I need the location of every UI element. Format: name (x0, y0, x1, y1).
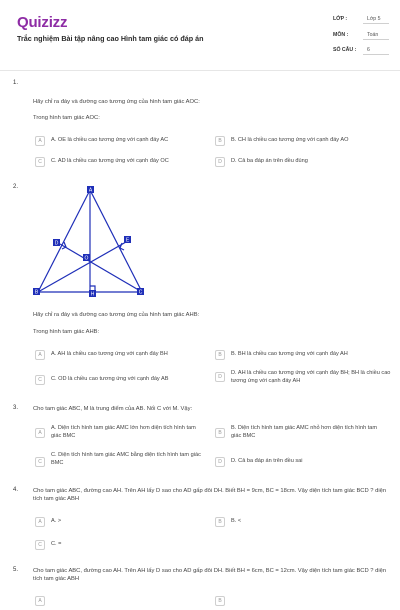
header-divider (0, 70, 400, 71)
point-h-label: H (90, 291, 95, 298)
question-text: Hãy chỉ ra đáy và đường cao tương ứng của hình tam giác AHB: (33, 312, 200, 318)
option-text: D. Cả ba đáp án trên đều đúng (231, 158, 308, 164)
option-text: A. Diện tích hình tam giác AMC lớn hơn diện tích hình tam giác BMC (51, 425, 196, 439)
question-text: Cho tam giác ABC, M là trung điểm của AB. Nối C với M. Vậy: (33, 406, 193, 412)
option-letter: B (215, 596, 225, 606)
option-text: B. Diện tích hình tam giác AMC nhỏ hơn diện tích hình tam giác BMC (231, 425, 378, 439)
option-letter: A (35, 136, 45, 146)
triangle-figure (30, 186, 150, 302)
option-text: A. AH là chiều cao tương ứng với cạnh đáy BH (51, 351, 168, 357)
option-text: B. < (231, 518, 242, 524)
meta-subject-value: Toán (367, 32, 379, 38)
question-number: 5. (13, 567, 19, 573)
option-text: C. OD là chiều cao tương ứng với cạnh đáy AB (51, 376, 169, 382)
question-subtext: Trong hình tam giác AOC: (33, 115, 100, 121)
point-d-label: D (54, 240, 59, 247)
question-number: 2. (13, 184, 19, 190)
question-text: Hãy chỉ ra đáy và đường cao tương ứng của hình tam giác AOC: (33, 99, 200, 105)
meta-subject-underline (363, 39, 389, 40)
worksheet-header (0, 0, 400, 72)
option-letter: D (215, 457, 225, 467)
point-c-label: C (138, 289, 143, 296)
question-number: 3. (13, 405, 19, 411)
meta-count-underline (363, 54, 389, 55)
point-a-label: A (88, 187, 93, 194)
meta-count-label: SỐ CÂU : (333, 47, 357, 53)
option-letter: A (35, 350, 45, 360)
question-number: 4. (13, 487, 19, 493)
meta-grade-label: LỚP : (333, 16, 348, 22)
option-letter: B (215, 517, 225, 527)
question-text: Cho tam giác ABC, đường cao AH. Trên AH lấy D sao cho AD gấp đôi DH. Biết BH = 9cm, BC = 18cm. Vậy diện tích tam giác BCD ? diện tích tam giác ABH (33, 488, 387, 502)
meta-grade-underline (363, 23, 389, 24)
option-letter: B (215, 428, 225, 438)
point-b-label: B (34, 289, 39, 296)
meta-count-value: 6 (367, 47, 370, 53)
option-letter: C (35, 457, 45, 467)
option-letter: C (35, 375, 45, 385)
option-text: D. AH là chiều cao tương ứng với cạnh đáy BH; BH là chiều cao tương ứng với cạnh đáy AH (231, 370, 391, 384)
option-letter: A (35, 517, 45, 527)
point-e-label: E (125, 237, 130, 244)
option-text: A. OE là chiều cao tương ứng với cạnh đáy AC (51, 137, 169, 143)
question-text: Cho tam giác ABC, đường cao AH. Trên AH lấy D sao cho AD gấp đôi DH. Biết BH = 6cm, BC = 12cm. Vậy diện tích tam giác BCD ? diện tích tam giác ABH (33, 568, 387, 582)
option-text: D. Cả ba đáp án trên đều sai (231, 458, 303, 464)
option-text: B. BH là chiều cao tương ứng với cạnh đáy AH (231, 351, 348, 357)
option-letter: C (35, 540, 45, 550)
option-text: A. > (51, 518, 62, 524)
question-number: 1. (13, 80, 19, 86)
question-subtext: Trong hình tam giác AHB: (33, 329, 100, 335)
option-text: C. Diện tích hình tam giác AMC bằng diện tích hình tam giác BMC (51, 452, 201, 466)
meta-grade-value: Lớp 5 (367, 16, 381, 22)
option-text: C. AD là chiều cao tương ứng với cạnh đáy OC (51, 158, 169, 164)
option-letter: A (35, 428, 45, 438)
quizizz-logo[interactable]: Quizizz (17, 14, 68, 31)
point-o-label: O (84, 255, 89, 262)
option-letter: B (215, 350, 225, 360)
option-letter: D (215, 157, 225, 167)
option-letter: D (215, 372, 225, 382)
worksheet-title: Trắc nghiệm Bài tập nâng cao Hình tam giác có đáp án (17, 34, 204, 43)
option-letter: A (35, 596, 45, 606)
option-text: B. CH là chiều cao tương ứng với cạnh đáy AO (231, 137, 349, 143)
option-letter: B (215, 136, 225, 146)
option-letter: C (35, 157, 45, 167)
meta-subject-label: MÔN : (333, 32, 349, 38)
option-text: C. = (51, 541, 62, 547)
point-labels (33, 186, 144, 298)
